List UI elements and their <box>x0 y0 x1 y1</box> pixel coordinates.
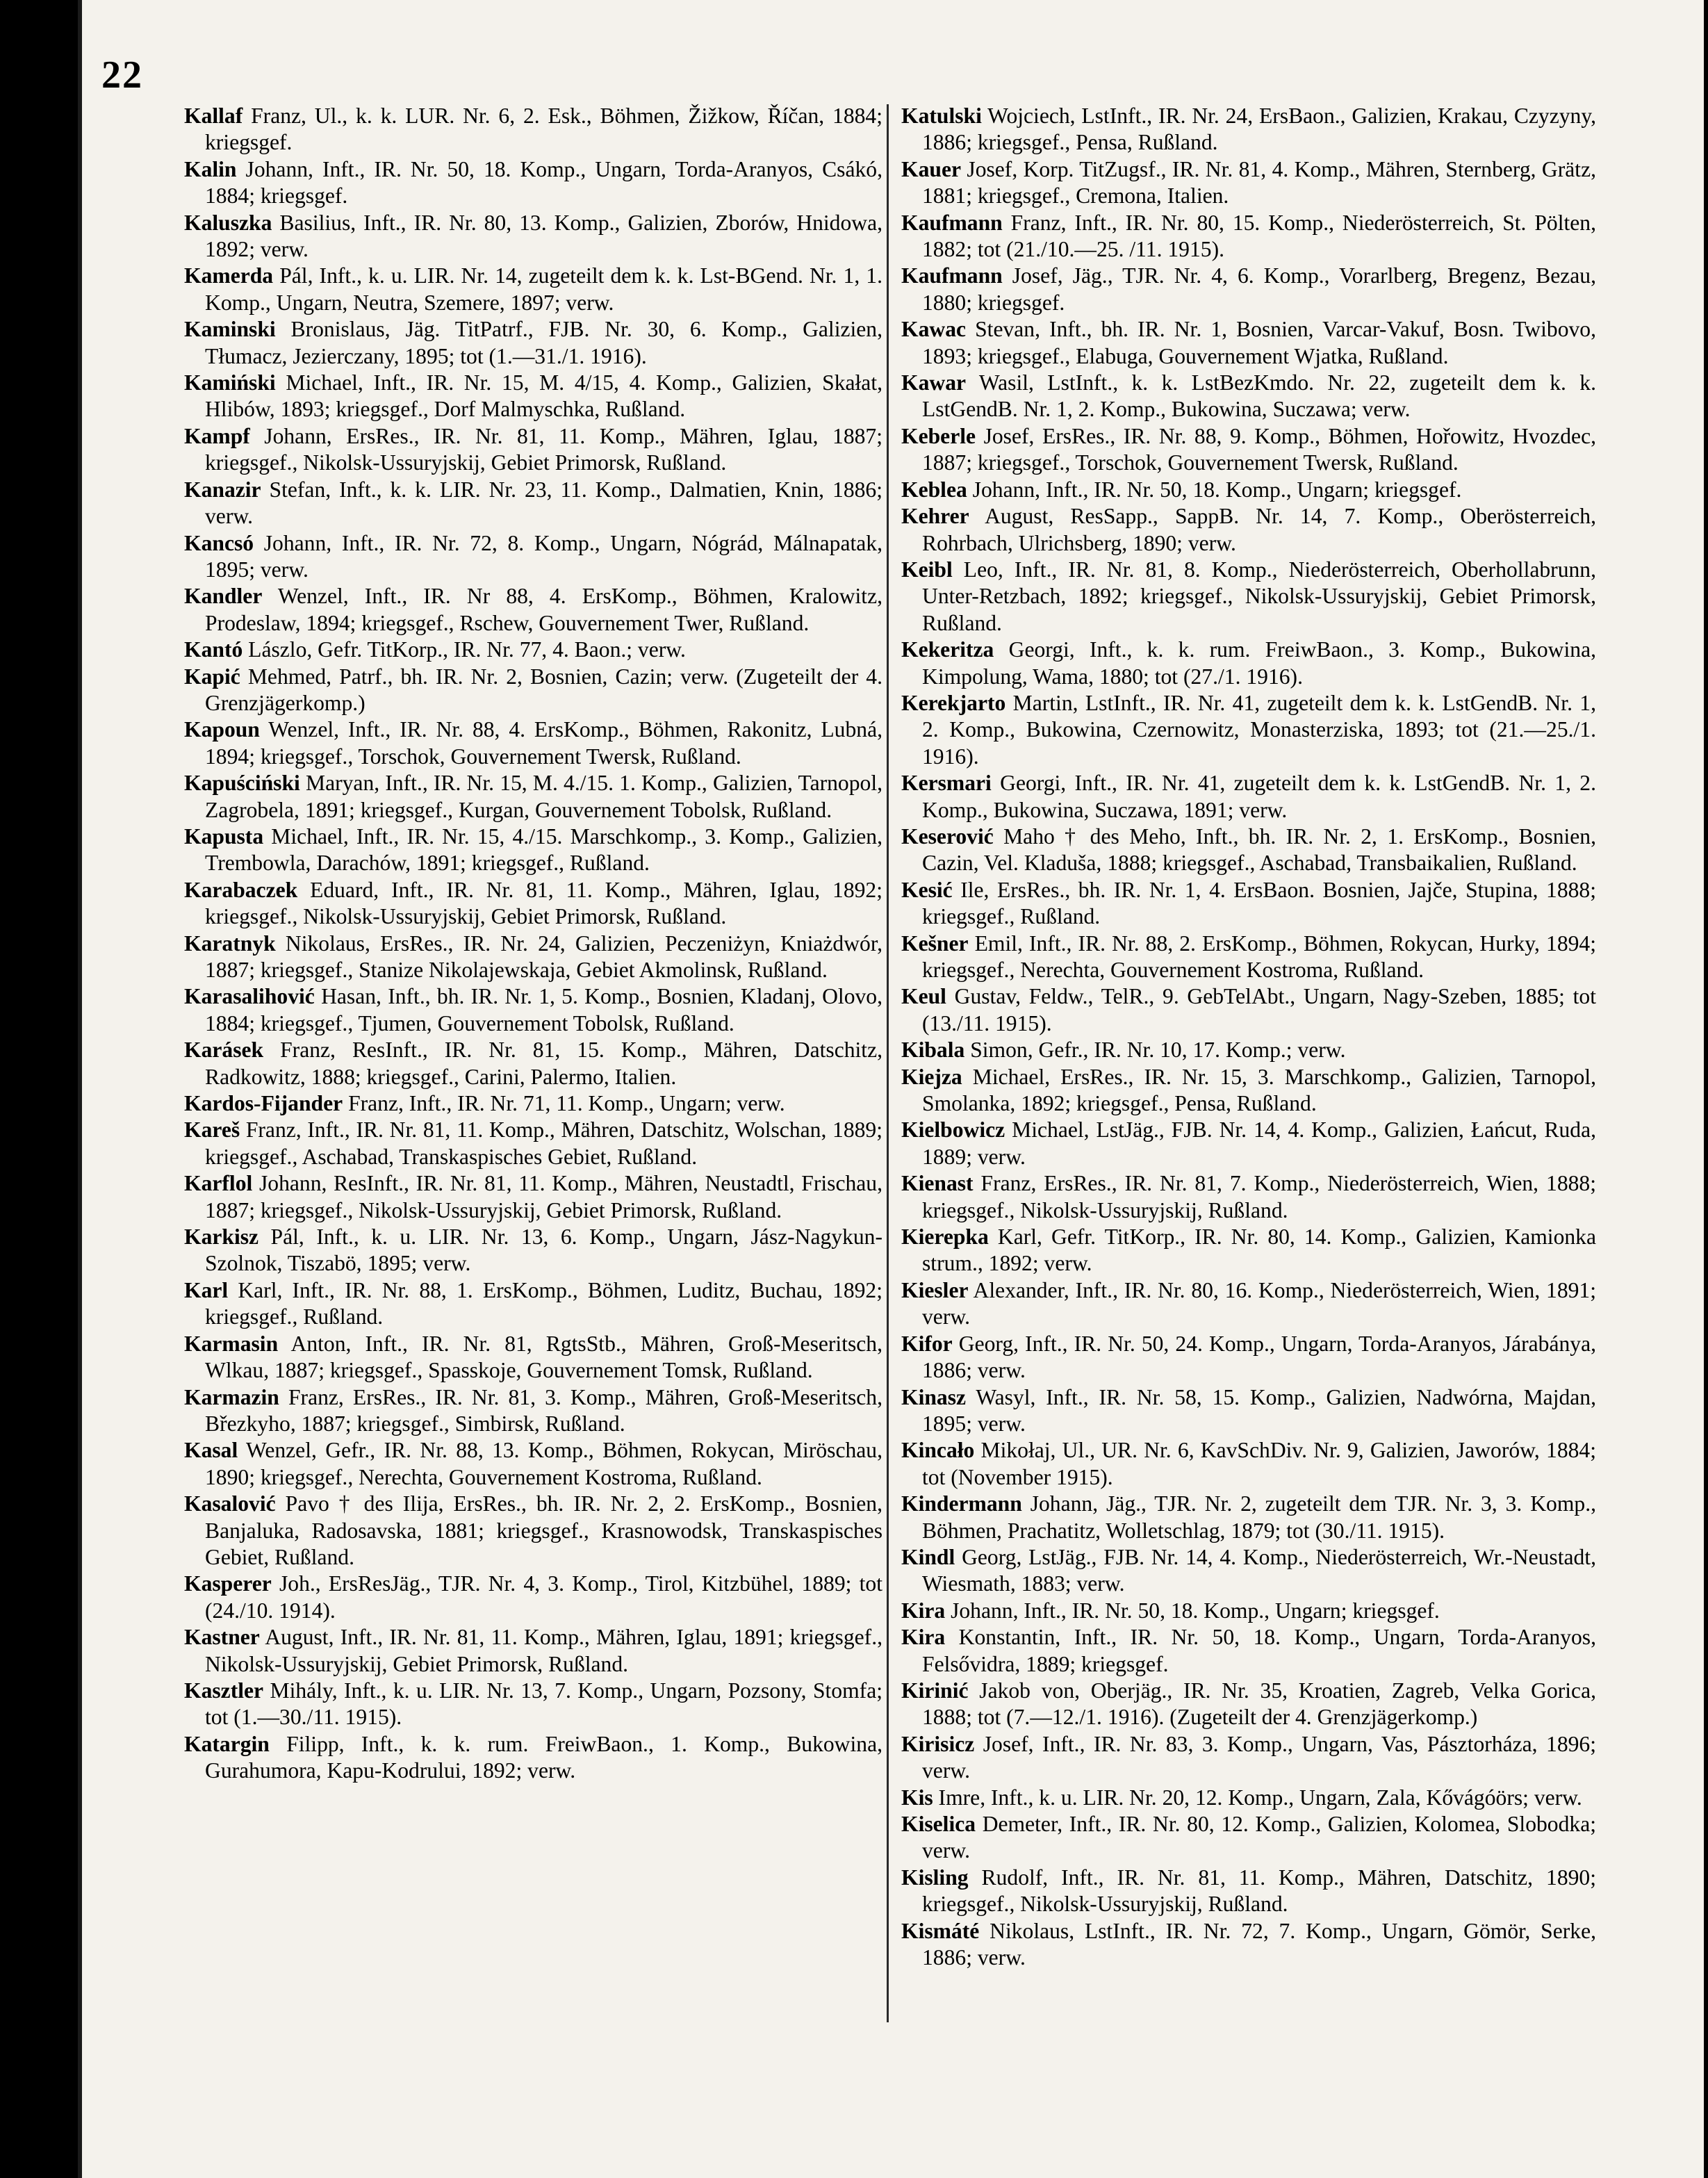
entry-details: Mikołaj, Ul., UR. Nr. 6, KavSchDiv. Nr. 9, Galizien, Jaworów, 1884; tot (November 1915). <box>922 1438 1596 1489</box>
entry-surname: Kismáté <box>901 1918 980 1943</box>
entry-details: Georg, LstJäg., FJB. Nr. 14, 4. Komp., Niederösterreich, Wr.-Neustadt, Wiesmath, 1883; verw. <box>922 1544 1596 1596</box>
entry-details: Leo, Inft., IR. Nr. 81, 8. Komp., Niederösterreich, Oberhollabrunn, Unter-Retzbach, 1892; kriegsgef., Nikolsk-Ussuryjskij, Gebiet Primorsk, Rußland. <box>922 557 1596 635</box>
entry-surname: Kapić <box>184 664 240 689</box>
list-entry <box>184 1224 882 1277</box>
list-entry <box>184 1624 882 1678</box>
entry-surname: Kapoun <box>184 717 260 742</box>
list-entry <box>901 877 1596 931</box>
list-entry <box>901 824 1596 877</box>
entry-surname: Kekeritza <box>901 637 994 662</box>
entry-details: Wenzel, Inft., IR. Nr 88, 4. ErsKomp., Böhmen, Kralowitz, Prodeslaw, 1894; kriegsgef., Rschew, Gouvernement Twer, Rußland. <box>205 584 882 635</box>
entry-details: Jakob von, Oberjäg., IR. Nr. 35, Kroatien, Zagreb, Velka Gorica, 1888; tot (7.—12./1. 1916). (Zugeteilt der 4. Grenzjägerkomp.) <box>922 1678 1596 1730</box>
list-entry <box>901 637 1596 690</box>
entry-details: Mihály, Inft., k. u. LIR. Nr. 13, 7. Komp., Ungarn, Pozsony, Stomfa; tot (1.—30./11. 1915). <box>205 1678 882 1730</box>
entry-surname: Keul <box>901 984 946 1009</box>
entry-surname: Kasztler <box>184 1678 264 1703</box>
entry-details: Josef, Inft., IR. Nr. 83, 3. Komp., Ungarn, Vas, Pásztorháza, 1896; verw. <box>922 1731 1596 1783</box>
entry-details: Stevan, Inft., bh. IR. Nr. 1, Bosnien, Varcar-Vakuf, Bosn. Twibovo, 1893; kriegsgef., Elabuga, Gouvernement Wjatka, Rußland. <box>922 317 1596 368</box>
list-entry <box>901 1598 1596 1624</box>
entry-surname: Keserović <box>901 824 994 849</box>
entry-surname: Kielbowicz <box>901 1117 1005 1143</box>
list-entry <box>901 1678 1596 1731</box>
entry-surname: Kirisicz <box>901 1731 975 1756</box>
entry-surname: Keblea <box>901 477 967 502</box>
entry-details: Wasyl, Inft., IR. Nr. 58, 15. Komp., Galizien, Nadwórna, Majdan, 1895; verw. <box>922 1384 1596 1436</box>
entry-surname: Kancsó <box>184 530 254 555</box>
list-entry <box>901 316 1596 370</box>
list-entry <box>901 1437 1596 1491</box>
entry-details: Josef, ErsRes., IR. Nr. 88, 9. Komp., Böhmen, Hořowitz, Hvozdec, 1887; kriegsgef., Torschok, Gouvernement Twersk, Rußland. <box>922 423 1596 475</box>
list-entry <box>901 1491 1596 1544</box>
list-entry <box>184 156 882 210</box>
entry-surname: Kiejza <box>901 1064 962 1089</box>
entry-details: Georgi, Inft., IR. Nr. 41, zugeteilt dem k. k. LstGendB. Nr. 1, 2. Komp., Bukowina, Suczawa, 1891; verw. <box>922 771 1596 822</box>
entry-surname: Kiesler <box>901 1277 969 1302</box>
entry-details: Franz, Ul., k. k. LUR. Nr. 6, 2. Esk., Böhmen, Žižkow, Říčan, 1884; kriegsgef. <box>205 104 882 155</box>
list-entry <box>901 1785 1596 1811</box>
entry-details: Alexander, Inft., IR. Nr. 80, 16. Komp., Niederösterreich, Wien, 1891; verw. <box>922 1277 1596 1329</box>
entry-details: Ile, ErsRes., bh. IR. Nr. 1, 4. ErsBaon. Bosnien, Jajče, Stupina, 1888; kriegsgef., Rußland. <box>922 877 1596 929</box>
list-entry <box>901 370 1596 423</box>
entry-surname: Kiselica <box>901 1812 976 1836</box>
page-number: 22 <box>101 54 143 97</box>
entry-surname: Kehrer <box>901 504 969 529</box>
entry-surname: Katargin <box>184 1731 270 1756</box>
entry-surname: Kapuściński <box>184 771 300 796</box>
list-entry <box>901 1277 1596 1331</box>
entry-details: Simon, Gefr., IR. Nr. 10, 17. Komp.; verw. <box>964 1038 1346 1063</box>
list-entry <box>184 1117 882 1170</box>
entry-surname: Kamerda <box>184 263 274 288</box>
list-entry <box>184 1170 882 1224</box>
entry-surname: Kaminski <box>184 317 276 342</box>
list-entry <box>901 263 1596 316</box>
list-entry <box>184 717 882 770</box>
list-entry <box>184 1384 882 1438</box>
list-entry <box>184 583 882 637</box>
list-entry <box>184 210 882 263</box>
list-entry <box>901 931 1596 984</box>
list-entry <box>901 1224 1596 1277</box>
entry-surname: Kantó <box>184 637 243 662</box>
entry-surname: Kerekjarto <box>901 690 1006 715</box>
entry-details: Wenzel, Inft., IR. Nr. 88, 4. ErsKomp., Böhmen, Rakonitz, Lubná, 1894; kriegsgef., Torschok, Gouvernement Twersk, Rußland. <box>205 717 882 769</box>
entry-details: Johann, ResInft., IR. Nr. 81, 11. Komp., Mähren, Neustadtl, Frischau, 1887; kriegsgef., Nikolsk-Ussuryjskij, Gebiet Primorsk, Rußland. <box>205 1171 882 1222</box>
entry-details: Michael, Inft., IR. Nr. 15, 4./15. Marschkomp., 3. Komp., Galizien, Trembowla, Darachów, 1891; kriegsgef., Rußland. <box>205 824 882 876</box>
entry-surname: Karkisz <box>184 1225 259 1250</box>
list-entry <box>901 423 1596 477</box>
right-column <box>901 103 1596 1971</box>
list-entry <box>184 824 882 877</box>
list-entry <box>184 370 882 423</box>
entry-details: Josef, Jäg., TJR. Nr. 4, 6. Komp., Vorarlberg, Bregenz, Bezau, 1880; kriegsgef. <box>922 263 1596 315</box>
entry-surname: Kesić <box>901 877 953 902</box>
entry-surname: Kasperer <box>184 1571 272 1596</box>
entry-surname: Karl <box>184 1277 229 1302</box>
entry-details: Basilius, Inft., IR. Nr. 80, 13. Komp., Galizien, Zborów, Hnidowa, 1892; verw. <box>205 210 882 262</box>
entry-details: Josef, Korp. TitZugsf., IR. Nr. 81, 4. Komp., Mähren, Sternberg, Grätz, 1881; kriegsgef., Cremona, Italien. <box>922 156 1596 208</box>
list-entry <box>184 1331 882 1384</box>
entry-surname: Kifor <box>901 1331 953 1356</box>
entry-surname: Karásek <box>184 1038 264 1063</box>
list-entry <box>184 103 882 156</box>
entry-details: Johann, Jäg., TJR. Nr. 2, zugeteilt dem TJR. Nr. 3, 3. Komp., Böhmen, Prachatitz, Wolletschlag, 1879; tot (30./11. 1915). <box>922 1491 1596 1543</box>
entry-details: Georg, Inft., IR. Nr. 50, 24. Komp., Ungarn, Torda-Aranyos, Járabánya, 1886; verw. <box>922 1331 1596 1383</box>
list-entry <box>184 877 882 931</box>
entry-details: Johann, Inft., IR. Nr. 72, 8. Komp., Ungarn, Nógrád, Málnapatak, 1895; verw. <box>205 530 882 582</box>
entry-surname: Kincało <box>901 1438 975 1463</box>
list-entry <box>901 770 1596 824</box>
entry-details: Johann, Inft., IR. Nr. 50, 18. Komp., Ungarn, Torda-Aranyos, Csákó, 1884; kriegsgef. <box>205 156 882 208</box>
list-entry <box>901 103 1596 156</box>
list-entry <box>184 770 882 824</box>
entry-surname: Kallaf <box>184 104 243 128</box>
entry-details: August, Inft., IR. Nr. 81, 11. Komp., Mähren, Iglau, 1891; kriegsgef., Nikolsk-Ussuryjskij, Gebiet Primorsk, Rußland. <box>205 1625 882 1676</box>
entry-details: Anton, Inft., IR. Nr. 81, RgtsStb., Mähren, Groß-Meseritsch, Wlkau, 1887; kriegsgef., Spasskoje, Gouvernement Tomsk, Rußland. <box>205 1331 882 1383</box>
entry-surname: Kinasz <box>901 1384 967 1409</box>
entry-details: Johann, ErsRes., IR. Nr. 81, 11. Komp., Mähren, Iglau, 1887; kriegsgef., Nikolsk-Ussuryjskij, Gebiet Primorsk, Rußland. <box>205 423 882 475</box>
entry-details: Maryan, Inft., IR. Nr. 15, M. 4./15. 1. Komp., Galizien, Tarnopol, Zagrobela, 1891; kriegsgef., Kurgan, Gouvernement Tobolsk, Rußland. <box>205 771 882 822</box>
entry-details: Franz, Inft., IR. Nr. 80, 15. Komp., Niederösterreich, St. Pölten, 1882; tot (21./10.—25. /11. 1915). <box>922 210 1596 262</box>
list-entry <box>184 316 882 370</box>
entry-surname: Kindermann <box>901 1491 1022 1516</box>
entry-surname: Kardos-Fijander <box>184 1091 343 1116</box>
entry-details: Franz, ErsRes., IR. Nr. 81, 7. Komp., Niederösterreich, Wien, 1888; kriegsgef., Nikolsk-Ussuryjskij, Rußland. <box>922 1171 1596 1222</box>
entry-surname: Katulski <box>901 104 982 128</box>
entry-details: Pál, Inft., k. u. LIR. Nr. 13, 6. Komp., Ungarn, Jász-Nagykun-Szolnok, Tiszabö, 1895; verw. <box>205 1225 882 1276</box>
entry-details: Wasil, LstInft., k. k. LstBezKmdo. Nr. 22, zugeteilt dem k. k. LstGendB. Nr. 1, 2. Komp., Bukowina, Suczawa; verw. <box>922 370 1596 422</box>
entry-surname: Karmazin <box>184 1384 279 1409</box>
entry-surname: Kanazir <box>184 477 261 502</box>
entry-details: Nikolaus, LstInft., IR. Nr. 72, 7. Komp., Ungarn, Gömör, Serke, 1886; verw. <box>922 1918 1596 1970</box>
entry-details: Pál, Inft., k. u. LIR. Nr. 14, zugeteilt dem k. k. Lst-BGend. Nr. 1, 1. Komp., Ungarn, Neutra, Szemere, 1897; verw. <box>205 263 882 315</box>
entry-surname: Karabaczek <box>184 877 298 902</box>
entry-surname: Kaluszka <box>184 210 272 235</box>
list-entry <box>184 664 882 717</box>
entry-surname: Kira <box>901 1598 946 1623</box>
entry-details: Franz, ResInft., IR. Nr. 81, 15. Komp., Mähren, Datschitz, Radkowitz, 1888; kriegsgef., Carini, Palermo, Italien. <box>205 1038 882 1089</box>
list-entry <box>184 1678 882 1731</box>
list-entry <box>901 210 1596 263</box>
entry-details: Karl, Gefr. TitKorp., IR. Nr. 80, 14. Komp., Galizien, Kamionka strum., 1892; verw. <box>922 1225 1596 1276</box>
entry-surname: Kešner <box>901 931 969 956</box>
entry-surname: Kawac <box>901 317 967 342</box>
list-entry <box>184 1037 882 1090</box>
entry-details: Johann, Inft., IR. Nr. 50, 18. Komp., Ungarn; kriegsgef. <box>945 1598 1440 1623</box>
entry-surname: Kampf <box>184 423 250 448</box>
entry-surname: Kirinić <box>901 1678 969 1703</box>
entry-details: Lászlo, Gefr. TitKorp., IR. Nr. 77, 4. Baon.; verw. <box>243 637 686 662</box>
entry-surname: Kasalović <box>184 1491 276 1516</box>
entry-surname: Kindl <box>901 1544 955 1569</box>
list-entry <box>901 1731 1596 1785</box>
entry-surname: Kalin <box>184 156 237 181</box>
entry-surname: Kaufmann <box>901 210 1003 235</box>
list-entry <box>901 1170 1596 1224</box>
entry-details: Nikolaus, ErsRes., IR. Nr. 24, Galizien, Peczeniżyn, Kniażdwór, 1887; kriegsgef., Stanize Nikolajewskaja, Gebiet Akmolinsk, Rußland. <box>205 931 882 982</box>
list-entry <box>901 1811 1596 1865</box>
entry-surname: Kienast <box>901 1171 974 1196</box>
list-entry <box>901 1037 1596 1063</box>
list-entry <box>184 1277 882 1331</box>
list-entry <box>901 1544 1596 1598</box>
entry-details: Franz, ErsRes., IR. Nr. 81, 3. Komp., Mähren, Groß-Meseritsch, Březkyho, 1887; kriegsgef., Simbirsk, Rußland. <box>205 1384 882 1436</box>
entry-details: Rudolf, Inft., IR. Nr. 81, 11. Komp., Mähren, Datschitz, 1890; kriegsgef., Nikolsk-Ussuryjskij, Rußland. <box>922 1865 1596 1917</box>
entry-details: Hasan, Inft., bh. IR. Nr. 1, 5. Komp., Bosnien, Kladanj, Olovo, 1884; kriegsgef., Tjumen, Gouvernement Tobolsk, Rußland. <box>205 984 882 1035</box>
column-divider <box>887 104 889 2022</box>
entry-details: Franz, Inft., IR. Nr. 81, 11. Komp., Mähren, Datschitz, Wolschan, 1889; kriegsgef., Aschabad, Transkaspisches Gebiet, Rußland. <box>205 1117 882 1169</box>
entry-surname: Kibala <box>901 1038 965 1063</box>
entry-surname: Kastner <box>184 1625 260 1650</box>
entry-details: Pavo † des Ilija, ErsRes., bh. IR. Nr. 2, 2. ErsKomp., Bosnien, Banjaluka, Radosavska, 1881; kriegsgef., Krasnowodsk, Transkaspisches Gebiet, Rußland. <box>205 1491 882 1569</box>
entry-surname: Karflol <box>184 1171 253 1196</box>
list-entry <box>184 477 882 530</box>
entry-details: Michael, LstJäg., FJB. Nr. 14, 4. Komp., Galizien, Łańcut, Ruda, 1889; verw. <box>922 1117 1596 1169</box>
entry-details: Michael, ErsRes., IR. Nr. 15, 3. Marschkomp., Galizien, Tarnopol, Smolanka, 1892; kriegsgef., Pensa, Rußland. <box>922 1064 1596 1116</box>
entry-surname: Keberle <box>901 423 976 448</box>
entry-details: August, ResSapp., SappB. Nr. 14, 7. Komp., Oberösterreich, Rohrbach, Ulrichsberg, 1890; verw. <box>922 504 1596 555</box>
entry-details: Konstantin, Inft., IR. Nr. 50, 18. Komp., Ungarn, Torda-Aranyos, Felsővidra, 1889; kriegsgef. <box>922 1625 1596 1676</box>
entry-details: Stefan, Inft., k. k. LIR. Nr. 23, 11. Komp., Dalmatien, Knin, 1886; verw. <box>205 477 882 529</box>
list-entry <box>901 1117 1596 1170</box>
list-entry <box>901 983 1596 1037</box>
list-entry <box>901 503 1596 557</box>
entry-surname: Kersmari <box>901 771 992 796</box>
entry-surname: Karatnyk <box>184 931 276 956</box>
list-entry <box>184 263 882 316</box>
entry-surname: Kauer <box>901 156 961 181</box>
entry-surname: Kira <box>901 1625 946 1650</box>
entry-details: Johann, Inft., IR. Nr. 50, 18. Komp., Ungarn; kriegsgef. <box>967 477 1462 502</box>
list-entry <box>184 423 882 477</box>
entry-details: Gustav, Feldw., TelR., 9. GebTelAbt., Ungarn, Nagy-Szeben, 1885; tot (13./11. 1915). <box>922 984 1596 1035</box>
entry-details: Michael, Inft., IR. Nr. 15, M. 4/15, 4. Komp., Galizien, Skałat, Hlibów, 1893; kriegsgef., Dorf Malmyschka, Rußland. <box>205 370 882 422</box>
entry-details: Wojciech, LstInft., IR. Nr. 24, ErsBaon., Galizien, Krakau, Czyzyny, 1886; kriegsgef., Pensa, Rußland. <box>922 104 1596 155</box>
list-entry <box>184 1437 882 1491</box>
list-entry <box>901 1064 1596 1117</box>
entry-details: Maho † des Meho, Inft., bh. IR. Nr. 2, 1. ErsKomp., Bosnien, Cazin, Vel. Kladuša, 1888; kriegsgef., Aschabad, Transbaikalien, Rußland. <box>922 824 1596 876</box>
list-entry <box>184 1571 882 1624</box>
list-entry <box>184 1090 882 1117</box>
entry-details: Franz, Inft., IR. Nr. 71, 11. Komp., Ungarn; verw. <box>343 1091 785 1116</box>
entry-surname: Kapusta <box>184 824 264 849</box>
left-column <box>184 103 882 1785</box>
list-entry <box>901 477 1596 503</box>
entry-details: Georgi, Inft., k. k. rum. FreiwBaon., 3. Komp., Bukowina, Kimpolung, Wama, 1880; tot (27./1. 1916). <box>922 637 1596 689</box>
entry-surname: Kandler <box>184 584 263 609</box>
entry-details: Martin, LstInft., IR. Nr. 41, zugeteilt dem k. k. LstGendB. Nr. 1, 2. Komp., Bukowina, Czernowitz, Monasterziska, 1893; tot (21.—25./1. 1916). <box>922 690 1596 769</box>
list-entry <box>901 690 1596 770</box>
list-entry <box>184 931 882 984</box>
list-entry <box>901 1384 1596 1438</box>
entry-surname: Kawar <box>901 370 967 395</box>
list-entry <box>184 637 882 663</box>
entry-surname: Kis <box>901 1785 933 1810</box>
entry-surname: Kaufmann <box>901 263 1003 288</box>
list-entry <box>184 1731 882 1785</box>
entry-surname: Kareš <box>184 1117 240 1143</box>
entry-surname: Kisling <box>901 1865 969 1890</box>
entry-details: Joh., ErsResJäg., TJR. Nr. 4, 3. Komp., Tirol, Kitzbühel, 1889; tot (24./10. 1914). <box>205 1571 882 1623</box>
entry-details: Eduard, Inft., IR. Nr. 81, 11. Komp., Mähren, Iglau, 1892; kriegsgef., Nikolsk-Ussuryjskij, Gebiet Primorsk, Rußland. <box>205 877 882 929</box>
entry-details: Mehmed, Patrf., bh. IR. Nr. 2, Bosnien, Cazin; verw. (Zugeteilt der 4. Grenzjägerkomp.) <box>205 664 882 715</box>
entry-details: Karl, Inft., IR. Nr. 88, 1. ErsKomp., Böhmen, Luditz, Buchau, 1892; kriegsgef., Rußland. <box>205 1277 882 1329</box>
entry-surname: Karmasin <box>184 1331 279 1356</box>
list-entry <box>184 530 882 584</box>
list-entry <box>901 1865 1596 1918</box>
list-entry <box>901 1624 1596 1678</box>
list-entry <box>901 557 1596 637</box>
entry-details: Bronislaus, Jäg. TitPatrf., FJB. Nr. 30, 6. Komp., Galizien, Tłumacz, Jezierczany, 1895; tot (1.—31./1. 1916). <box>205 317 882 368</box>
entry-details: Imre, Inft., k. u. LIR. Nr. 20, 12. Komp., Ungarn, Zala, Kővágóörs; verw. <box>933 1785 1582 1810</box>
entry-surname: Kierepka <box>901 1225 989 1250</box>
entry-details: Emil, Inft., IR. Nr. 88, 2. ErsKomp., Böhmen, Rokycan, Hurky, 1894; kriegsgef., Nerechta, Gouvernement Kostroma, Rußland. <box>922 931 1596 982</box>
entry-surname: Karasalihović <box>184 984 315 1009</box>
list-entry <box>901 1918 1596 1972</box>
entry-details: Wenzel, Gefr., IR. Nr. 88, 13. Komp., Böhmen, Rokycan, Miröschau, 1890; kriegsgef., Nerechta, Gouvernement Kostroma, Rußland. <box>205 1438 882 1489</box>
list-entry <box>901 1331 1596 1384</box>
list-entry <box>184 1491 882 1571</box>
entry-surname: Kamiński <box>184 370 276 395</box>
list-entry <box>184 983 882 1037</box>
entry-surname: Kasal <box>184 1438 238 1463</box>
list-entry <box>901 156 1596 210</box>
entry-surname: Keibl <box>901 557 953 582</box>
entry-details: Demeter, Inft., IR. Nr. 80, 12. Komp., Galizien, Kolomea, Slobodka; verw. <box>922 1812 1596 1863</box>
entry-details: Filipp, Inft., k. k. rum. FreiwBaon., 1. Komp., Bukowina, Gurahumora, Kapu-Kodrului, 1892; verw. <box>205 1731 882 1783</box>
